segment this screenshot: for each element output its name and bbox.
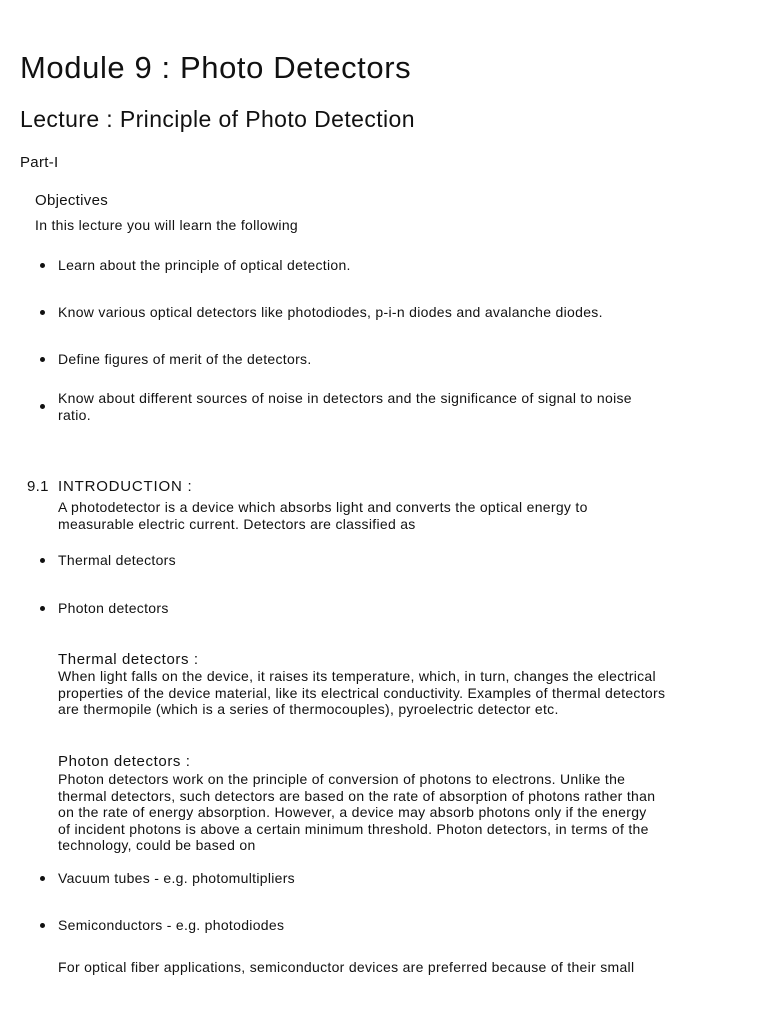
bullet-icon xyxy=(40,357,45,362)
module-title: Module 9 : Photo Detectors xyxy=(20,50,412,85)
objective-item-text: Learn about the principle of optical detection. xyxy=(58,257,351,273)
bullet-icon xyxy=(40,606,45,611)
bullet-icon xyxy=(40,263,45,268)
section-number: 9.1 xyxy=(27,478,49,495)
photon-text: Photon detectors work on the principle of conversion of photons to electrons. Unlike the thermal detectors, such detectors are based on the rate of absorption of photons rather than on the rate of energy absorption. However, a device may absorb photons only if the energy of incident photons is above a certain minimum threshold. Photon detectors, in terms of the technology, could be based on xyxy=(58,771,656,854)
bullet-icon xyxy=(40,310,45,315)
photon-tech-item xyxy=(40,917,680,934)
objective-item xyxy=(40,257,680,274)
objective-item xyxy=(40,304,680,321)
objective-item-text: Define figures of merit of the detectors. xyxy=(58,351,312,367)
part-label: Part-I xyxy=(20,154,59,171)
photon-tech-item xyxy=(40,870,680,887)
detector-type-item xyxy=(40,552,680,569)
bullet-icon xyxy=(40,923,45,928)
thermal-text: When light falls on the device, it raises its temperature, which, in turn, changes the electrical properties of the device material, like its electrical conductivity. Examples of thermal detectors are thermopile (which is a series of thermocouples), pyroelectric detector etc. xyxy=(58,668,666,718)
bullet-icon xyxy=(40,558,45,563)
objective-item-text: Know various optical detectors like photodiodes, p-i-n diodes and avalanche diodes. xyxy=(58,304,603,320)
bullet-icon xyxy=(40,876,45,881)
detector-type-text: Photon detectors xyxy=(58,600,169,616)
detector-type-item xyxy=(40,600,680,617)
objective-item-text: Know about different sources of noise in detectors and the significance of signal to noise ratio. xyxy=(58,390,632,423)
photon-heading: Photon detectors : xyxy=(58,753,191,770)
detector-type-text: Thermal detectors xyxy=(58,552,176,568)
introduction-text: A photodetector is a device which absorbs light and converts the optical energy to measurable electric current. Detectors are classified as xyxy=(58,499,588,532)
closing-text: For optical fiber applications, semiconductor devices are preferred because of their small xyxy=(58,959,635,975)
objective-item xyxy=(40,390,680,423)
photon-tech-text: Semiconductors - e.g. photodiodes xyxy=(58,917,285,933)
bullet-icon xyxy=(40,404,45,409)
photon-tech-text: Vacuum tubes - e.g. photomultipliers xyxy=(58,870,295,886)
lecture-title: Lecture : Principle of Photo Detection xyxy=(20,106,415,132)
section-heading: INTRODUCTION : xyxy=(58,478,193,495)
objectives-intro: In this lecture you will learn the following xyxy=(35,217,298,233)
objectives-heading: Objectives xyxy=(35,192,109,209)
objective-item xyxy=(40,351,680,368)
thermal-heading: Thermal detectors : xyxy=(58,651,199,668)
